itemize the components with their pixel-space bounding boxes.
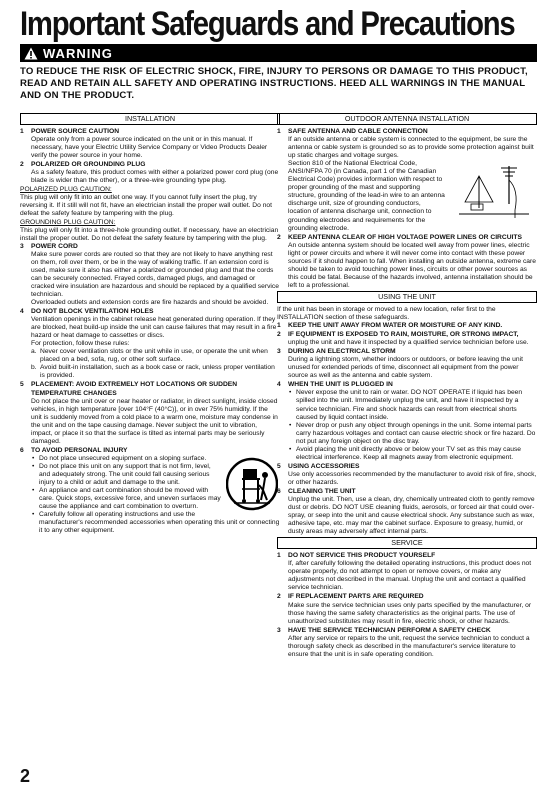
bullet-item: • Carefully follow all operating instructions and use the manufacturer's recommended accessories when operating this unit or connecting it to any other equipment. bbox=[39, 511, 280, 535]
item-text: unplug the unit and have it inspected by a qualified service technician before use. bbox=[288, 339, 529, 347]
item-heading: SAFE ANTENNA AND CABLE CONNECTION bbox=[288, 128, 428, 135]
item-heading: DURING AN ELECTRICAL STORM bbox=[288, 348, 396, 356]
service-heading: SERVICE bbox=[277, 537, 537, 549]
installation-heading: INSTALLATION bbox=[20, 113, 280, 125]
item-number: 2 bbox=[20, 161, 24, 169]
item-number: 4 bbox=[20, 308, 24, 316]
item-number: 1 bbox=[277, 552, 281, 560]
left-column bbox=[20, 113, 280, 536]
warning-label: WARNING bbox=[43, 45, 113, 61]
right-column bbox=[277, 113, 537, 660]
item-heading: USING ACCESSORIES bbox=[288, 462, 360, 470]
list-item bbox=[277, 593, 537, 625]
bullet-item: • Avoid placing the unit directly above or below your TV set as this may cause electrical interference. Keep all magnets away from electronic equipment. bbox=[296, 446, 537, 462]
item-number: 1 bbox=[20, 128, 24, 135]
item-text: Unplug the unit. Then, use a clean, dry, chemically untreated cloth to gently remove dust or debris. DO NOT USE cleaning fluids, aerosols, or forced air that could over-spray, or seep into the unit and cause electrical shock. Any substance such as wax, adhesive tape, etc. may mar the cabinet surface. Exposure to greasy, humid, or dusty areas may adversely affect internal parts. bbox=[288, 496, 535, 536]
item-number: 5 bbox=[277, 462, 281, 470]
item-number: 6 bbox=[277, 487, 281, 495]
sub-item-a: a. Never cover ventilation slots or the unit while in use, or operate the unit when placed on a bed, sofa, rug, or other soft surface. bbox=[31, 348, 268, 364]
polarized-plug-text: This plug will only fit into an outlet one way. If you cannot fully insert the plug, try reversing it. If it still will not fit, have an electrician install the proper wall outlet. Do not defeat the safety feature by tampering with the plug. bbox=[20, 194, 273, 218]
item-heading: WHEN THE UNIT IS PLUGGED IN bbox=[288, 381, 393, 389]
item-heading: IF EQUIPMENT IS EXPOSED TO RAIN, MOISTURE, OR STRONG IMPACT, bbox=[288, 331, 519, 339]
item-heading: IF REPLACEMENT PARTS ARE REQUIRED bbox=[288, 593, 424, 601]
antenna-grounding-diagram bbox=[449, 160, 537, 222]
item-heading: HAVE THE SERVICE TECHNICIAN PERFORM A SAFETY CHECK bbox=[288, 626, 491, 634]
list-item bbox=[277, 322, 537, 330]
bullet-item: • Do not place this unit on any support that is not firm, level, and adequately strong. The unit could fall causing serious injury to a child or adult and damage to the unit. bbox=[39, 463, 280, 487]
page-number: 2 bbox=[20, 766, 31, 786]
item-heading: DO NOT BLOCK VENTILATION HOLES bbox=[31, 308, 154, 316]
bullet-item: • Never drop or push any object through openings in the unit. Some internal parts carry hazardous voltages and contact can cause electric shock or fire hazard. Do not put any foreign object on the disc tray. bbox=[296, 422, 537, 446]
item-text: Section 810 of the National Electrical Code, ANSI/NFPA 70 (in Canada, part 1 of the Canadian Electrical Code) provides information with respect to proper grounding of the mast and supporting structure, grounding of the lead-in wire to an antenna discharge unit, size of grounding conductors, location of antenna discharge unit, connection to grounding electrodes and requirements for the grounding electrode. bbox=[288, 160, 445, 232]
grounding-plug-heading: GROUNDING PLUG CAUTION: bbox=[20, 218, 116, 226]
item-heading: POLARIZED OR GROUNDING PLUG bbox=[31, 161, 146, 169]
item-text: For protection, follow these rules: bbox=[31, 340, 130, 348]
item-text: Do not place the unit over or near heater or radiator, in direct sunlight, inside closed vehicles, in high temperature [over 104°F (40°C)], or in over 75% humidity. If the unit is suddenly moved from a cold place to a warm one, moisture may condense in the unit and on the tape causing damage. Never subject the unit to vibration, impact, or place it so that the surface is tilted as internal parts may be seriously damaged. bbox=[31, 397, 278, 445]
list-item bbox=[20, 447, 280, 536]
list-item bbox=[20, 308, 280, 380]
bullet-list bbox=[31, 455, 280, 535]
list-item bbox=[277, 128, 537, 233]
item-number: 2 bbox=[277, 233, 281, 241]
item-number: 6 bbox=[20, 446, 24, 454]
item-heading: PLACEMENT: AVOID EXTREMELY HOT LOCATIONS OR SUDDEN TEMPERATURE CHANGES bbox=[31, 381, 238, 397]
list-item bbox=[20, 243, 280, 307]
item-text: During a lightning storm, whether indoors or outdoors, or before leaving the unit unused for extended periods of time, disconnect all equipment from the power source as well as the antenna and cable system. bbox=[288, 356, 523, 380]
item-text: Ventilation openings in the cabinet release heat generated during operation. If they are blocked, heat build-up inside the unit can cause failures that may result in a fire hazard or heat damage to cassettes or discs. bbox=[31, 316, 277, 340]
item-heading: POWER CORD bbox=[31, 242, 78, 250]
item-text: If an outside antenna or cable system is connected to the equipment, be sure the antenna or cable system is grounded so as to provide some protection against built up static charges and voltage surges. bbox=[288, 136, 534, 160]
item-number: 2 bbox=[277, 331, 281, 339]
outdoor-antenna-heading: OUTDOOR ANTENNA INSTALLATION bbox=[277, 113, 537, 125]
list-item bbox=[277, 463, 537, 487]
bullet-list bbox=[288, 389, 537, 461]
list-item bbox=[20, 381, 280, 445]
item-number: 5 bbox=[20, 381, 24, 389]
sub-item-b: b. Avoid built-in installation, such as a book case or rack, unless proper ventilation is provided. bbox=[31, 364, 275, 380]
item-heading: DO NOT SERVICE THIS PRODUCT YOURSELF bbox=[288, 552, 436, 560]
warning-triangle-icon bbox=[24, 47, 38, 60]
list-item bbox=[20, 128, 280, 160]
list-item bbox=[277, 381, 537, 461]
item-text: If, after carefully following the detailed operating instructions, this product does not operate properly, do not attempt to open or remove covers, or make any adjustments not described in the manual. Unplug the unit and contact a qualified service technician. bbox=[288, 560, 532, 592]
item-number: 2 bbox=[277, 593, 281, 601]
item-heading: KEEP ANTENNA CLEAR OF HIGH VOLTAGE POWER LINES OR CIRCUITS bbox=[288, 233, 522, 241]
item-text: After any service or repairs to the unit, request the service technician to conduct a thorough safety check as described in the manufacturer's service literature to ensure that the unit is in safe operating condition. bbox=[288, 634, 530, 658]
list-item bbox=[20, 161, 280, 185]
item-number: 1 bbox=[277, 322, 281, 330]
list-item bbox=[277, 331, 537, 347]
warning-label-group bbox=[24, 44, 113, 62]
grounding-plug-text: This plug will only fit into a three-hole grounding outlet. If necessary, have an electrician install the proper outlet. Do not defeat the safety feature by tampering with the plug. bbox=[20, 226, 279, 242]
polarized-plug-heading: POLARIZED PLUG CAUTION: bbox=[20, 186, 112, 194]
item-text: An outside antenna system should be located well away from power lines, electric light or power circuits and where it will never come into contact with these power sources if it should happen to fall. When installing an outside antenna, extreme care should be taken to avoid touching power lines, circuits or other power sources as this could be fatal. Because of the hazards involved, antenna installation should be left to a professional. bbox=[288, 241, 536, 289]
page-title: Important Safeguards and Precautions bbox=[20, 5, 515, 43]
list-item bbox=[277, 348, 537, 380]
item-heading: KEEP THE UNIT AWAY FROM WATER OR MOISTURE OF ANY KIND. bbox=[288, 322, 503, 330]
item-number: 3 bbox=[277, 626, 281, 634]
list-item bbox=[277, 234, 537, 290]
item-text: Overloaded outlets and extension cords are fire hazards and should be avoided. bbox=[31, 298, 269, 306]
bullet-item: • An appliance and cart combination should be moved with care. Quick stops, excessive force, and uneven surfaces may cause the appliance and cart combination to overturn. bbox=[39, 487, 280, 511]
item-heading: TO AVOID PERSONAL INJURY bbox=[31, 446, 128, 454]
warning-bar bbox=[20, 44, 537, 62]
item-heading: POWER SOURCE CAUTION bbox=[31, 128, 120, 135]
using-the-unit-heading: USING THE UNIT bbox=[277, 291, 537, 303]
list-item bbox=[277, 488, 537, 536]
item-text: As a safety feature, this product comes with either a polarized power cord plug (one blade is wider than the other), or a three-wire grounding type plug. bbox=[31, 169, 279, 185]
list-item bbox=[277, 552, 537, 592]
item-heading: CLEANING THE UNIT bbox=[288, 487, 356, 495]
item-number: 1 bbox=[277, 128, 281, 135]
warning-intro: TO REDUCE THE RISK OF ELECTRIC SHOCK, FIRE, INJURY TO PERSONS OR DAMAGE TO THIS PRODUCT, READ AND RETAIN ALL SAFETY AND OPERATING INSTRUCTIONS. HEED ALL WARNINGS IN THE MANUAL AND ON THE PRODUCT. bbox=[20, 66, 528, 102]
item-text: Operate only from a power source indicated on the unit or in this manual. If necessary, have your Electric Utility Service Company or Video Products Dealer verify the power source in your home. bbox=[31, 136, 268, 160]
item-number: 3 bbox=[277, 348, 281, 356]
item-text: Use only accessories recommended by the manufacturer to avoid risk of fire, shock, or other hazards. bbox=[288, 470, 537, 486]
item-number: 4 bbox=[277, 381, 281, 389]
item-text: Make sure power cords are routed so that they are not likely to have anything rest on them, roll over them, or be in the way of walking traffic. If an extension cord is used, make sure it also has either a polarized or grounded plug and that the cords can be securely connected. Frayed cords, damaged plugs, and damaged or cracked wire insulation are hazardous and should be replaced by a qualified service technician. bbox=[31, 250, 279, 298]
list-item bbox=[277, 627, 537, 659]
item-text: Make sure the service technician uses only parts specified by the manufacturer, or those having the same safety characteristics as the original parts. The use of unauthorized substitutes may result in fire, electric shock, or other hazards. bbox=[288, 601, 532, 625]
bullet-item: • Do not place unsecured equipment on a sloping surface. bbox=[39, 455, 280, 463]
bullet-item: • Never expose the unit to rain or water. DO NOT OPERATE if liquid has been spilled into the unit. Immediately unplug the unit, and have it inspected by a service technician. Fire and shock hazards can result from electrical shorts caused by liquid contact inside. bbox=[296, 389, 537, 421]
item-number: 3 bbox=[20, 242, 24, 250]
using-intro: If the unit has been in storage or moved to a new location, refer first to the INSTALLATION section of these safeguards. bbox=[277, 305, 496, 321]
